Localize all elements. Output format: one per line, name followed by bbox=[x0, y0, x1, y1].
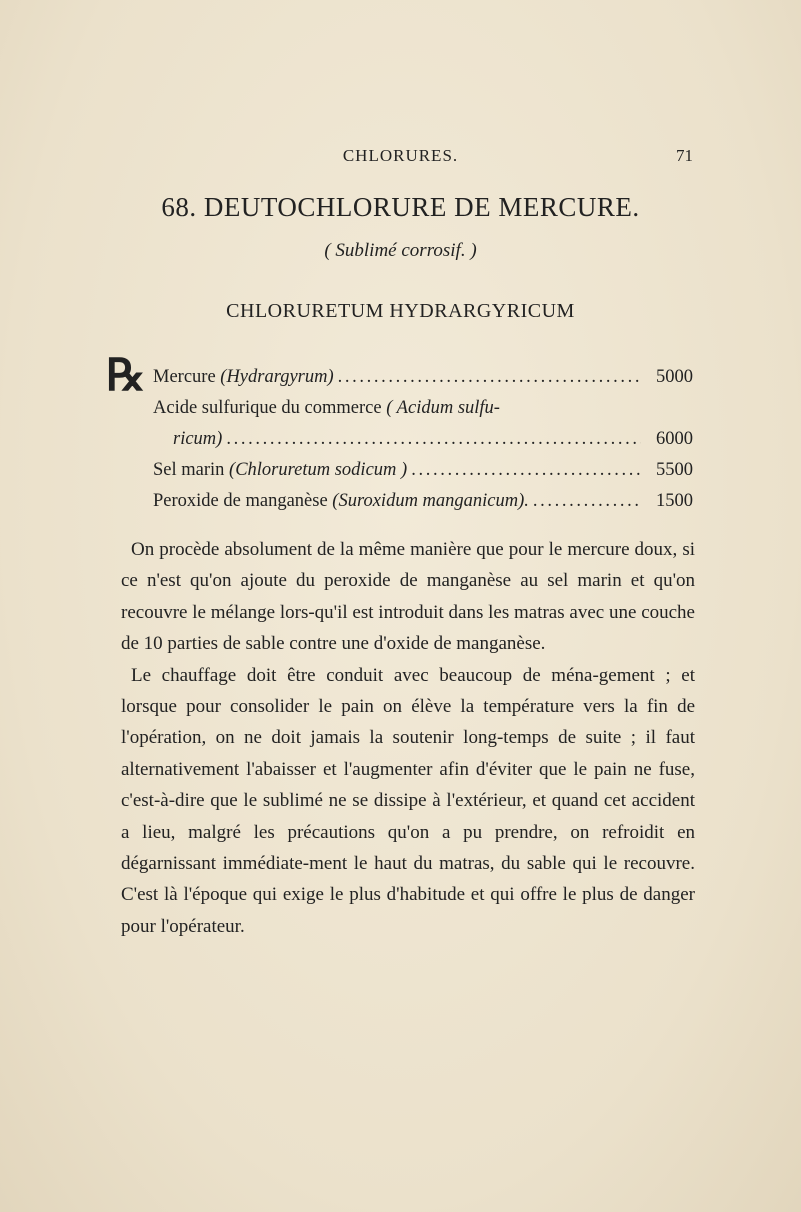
ingredient-name: Peroxide de manganèse bbox=[153, 491, 328, 511]
recipe-symbol: ℞ bbox=[106, 351, 146, 400]
running-title: CHLORURES. bbox=[342, 146, 459, 165]
ingredient-name: Mercure bbox=[153, 367, 216, 387]
ingredient-quantity: 5500 bbox=[656, 460, 693, 480]
ingredient-name: Sel marin bbox=[153, 460, 225, 480]
ingredient-name: Acide sulfurique du commerce bbox=[153, 398, 382, 418]
ingredient-latin: (Chloruretum sodicum ) bbox=[229, 460, 408, 480]
latin-name: CHLORURETUM HYDRARGYRICUM bbox=[226, 300, 575, 322]
ingredient-latin: (Suroxidum manganicum). bbox=[332, 491, 529, 511]
ingredient-latin: (Hydrargyrum) bbox=[220, 367, 334, 387]
paragraph: Le chauffage doit être conduit avec beaucoup de ména-gement ; et lorsque pour consolider le pain on élève la température vers la fin de l'opération, on ne doit jamais la soutenir long-temps de suite ; il faut alternativement l'abaisser et l'augmenter afin d'éviter que le pain ne fuse, c'est-à-dire que le sublimé ne se dissipe à l'extérieur, et quand cet accident a lieu, malgré les précautions qu'on a pu prendre, on refroidit en dégarnissant immédiate-ment le haut du matras, du sable qui le recouvre. C'est là l'époque qui exige le plus d'habitude et qui offre le plus de danger pour l'opérateur. bbox=[121, 664, 695, 937]
ingredient-latin: ( Acidum sulfu- bbox=[386, 398, 500, 418]
ingredient-latin-continued: ricum) bbox=[173, 429, 223, 449]
leader-dots bbox=[338, 362, 641, 393]
paragraph: On procède absolument de la même manière que pour le mercure doux, si ce n'est qu'on ajoute du peroxide de manganèse au sel marin et qu'on recouvre le mélange lors-qu'il est introduit dans les matras avec une couche de 10 parties de sable contre une d'oxide de manganèse. bbox=[121, 539, 695, 655]
ingredient-row bbox=[153, 362, 693, 393]
ingredient-quantity: 6000 bbox=[656, 429, 693, 449]
ingredient-row bbox=[153, 393, 693, 455]
section-subtitle: ( Sublimé corrosif. ) bbox=[324, 240, 477, 261]
body-text bbox=[121, 534, 695, 942]
recipe-list bbox=[153, 362, 693, 517]
page-number: 71 bbox=[676, 146, 693, 165]
ingredient-row bbox=[153, 486, 693, 517]
leader-dots bbox=[411, 455, 641, 486]
section-title: 68. DEUTOCHLORURE DE MERCURE. bbox=[161, 192, 640, 222]
running-head bbox=[0, 146, 801, 170]
leader-dots bbox=[533, 486, 641, 517]
ingredient-row bbox=[153, 455, 693, 486]
ingredient-quantity: 5000 bbox=[656, 367, 693, 387]
leader-dots bbox=[226, 424, 641, 455]
ingredient-quantity: 1500 bbox=[656, 491, 693, 511]
